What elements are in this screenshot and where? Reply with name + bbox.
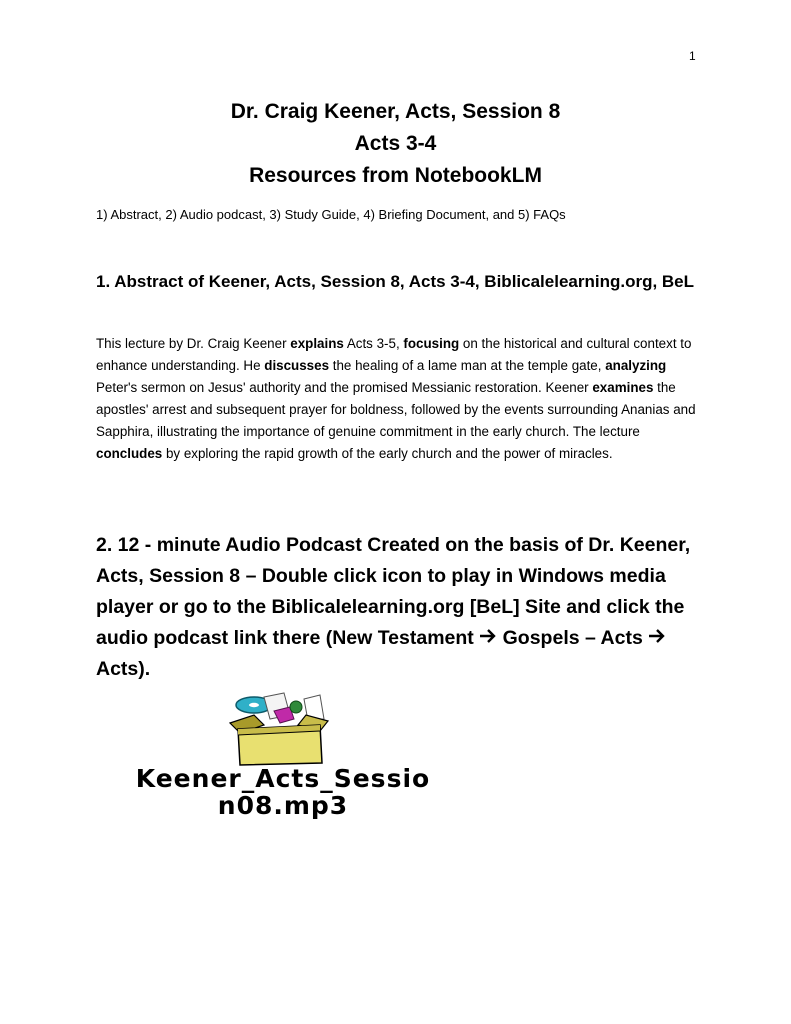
abstract-bold-word: analyzing [605, 358, 667, 373]
podcast-heading-text: Acts). [96, 658, 151, 681]
title-line-1: Dr. Craig Keener, Acts, Session 8 [230, 100, 561, 123]
media-caption-line-2: n08.mp3 [217, 791, 349, 820]
media-caption-line-1: Keener_Acts_Sessio [135, 764, 431, 793]
abstract-text: Acts 3-5, [343, 336, 404, 351]
podcast-heading [96, 530, 706, 685]
abstract-text: Peter's sermon on Jesus' authority and the promised Messianic restoration. Keener [96, 380, 593, 395]
media-file-caption[interactable] [98, 765, 468, 819]
page-number: 1 [689, 49, 696, 63]
abstract-bold-word: explains [290, 336, 344, 351]
document-title [0, 96, 791, 192]
contents-line: 1) Abstract, 2) Audio podcast, 3) Study Guide, 4) Briefing Document, and 5) FAQs [96, 207, 566, 222]
abstract-text: on the historical and cultural context to enhance understanding. He [96, 336, 692, 373]
podcast-heading-text: Gospels – Acts [497, 627, 649, 649]
podcast-heading-text: 2. 12 - minute Audio Podcast Created on the basis of Dr. Keener, Acts, Session 8 – Double click icon to play in Windows media player or go to the Biblicalelearning.org [BeL] Site and click the audio podcast link there (New Testament [96, 534, 691, 649]
abstract-bold-word: concludes [96, 446, 163, 461]
title-line-3: Resources from NotebookLM [249, 164, 542, 187]
abstract-text: by exploring the rapid growth of the early church and the power of miracles. [162, 446, 613, 461]
abstract-heading: 1. Abstract of Keener, Acts, Session 8, Acts 3-4, Biblicalelearning.org, BeL [96, 272, 695, 291]
right-arrow-icon [648, 623, 666, 654]
abstract-bold-word: discusses [264, 358, 330, 373]
abstract-text: This lecture by Dr. Craig Keener [96, 336, 291, 351]
media-package-icon[interactable] [224, 689, 334, 767]
abstract-paragraph [96, 333, 700, 465]
abstract-text: the healing of a lame man at the temple gate, [329, 358, 606, 373]
abstract-bold-word: focusing [403, 336, 460, 351]
abstract-bold-word: examines [592, 380, 654, 395]
right-arrow-icon [479, 623, 497, 654]
title-line-2: Acts 3-4 [354, 132, 437, 155]
abstract-text: the apostles' arrest and subsequent prayer for boldness, followed by the events surrounding Ananias and Sapphira, illustrating the importance of genuine commitment in the early church. The lecture [96, 380, 696, 439]
